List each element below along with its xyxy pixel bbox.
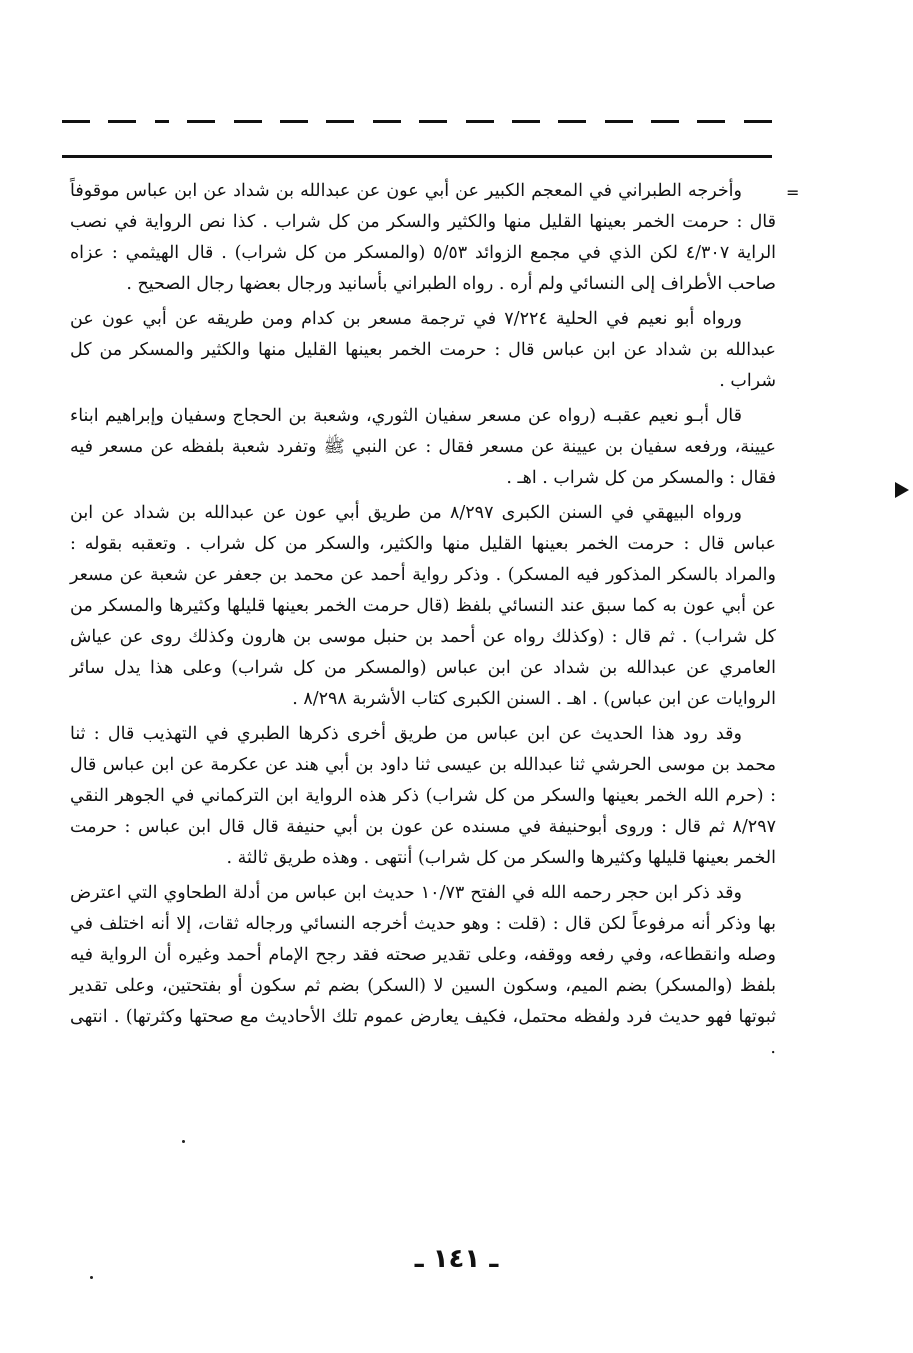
ornament-dash [744, 120, 772, 123]
header-ornament-dashed-line [62, 118, 772, 124]
ornament-dash [108, 120, 136, 123]
ornament-dash [558, 120, 586, 123]
ornament-dash [326, 120, 354, 123]
page-number: ـ ١٤١ ـ [414, 1244, 499, 1274]
ornament-dash [280, 120, 308, 123]
ornament-dash [419, 120, 447, 123]
scan-speck [90, 1276, 93, 1279]
paragraph-2: ورواه أبو نعيم في الحلية ٧/٢٢٤ في ترجمة مسعر بن كدام ومن طريقه عن أبي عون عن عبدالله بن شداد عن ابن عباس قال : حرمت الخمر بعينها القليل منها والكثير والمسكر من كل شراب . [70, 309, 776, 391]
ornament-dash [651, 120, 679, 123]
ornament-dash [466, 120, 494, 123]
ornament-dash [187, 120, 215, 123]
scan-speck [182, 1140, 185, 1143]
ornament-dash [62, 120, 90, 123]
ornament-dash [234, 120, 262, 123]
ornament-dash [697, 120, 725, 123]
margin-arrow-mark [895, 482, 909, 498]
footnote-separator-rule [62, 155, 772, 158]
ornament-dash [373, 120, 401, 123]
paragraph-4: ورواه البيهقي في السنن الكبرى ٨/٢٩٧ من طريق أبي عون عن عبدالله بن شداد عن ابن عباس قال : حرمت الخمر بعينها القليل منها والكثير، والسكر من كل شراب . وتعقبه بقوله : والمراد بالسكر المذكور فيه المسكر) . وذكر رواية أحمد عن محمد بن جعفر عن شعبة عن مسعر عن أبي عون به كما سبق عند النسائي بلفظ (قال حرمت الخمر بعينها قليلها وكثيرها والمسكر من كل شراب) . ثم قال : (وكذلك رواه عن أحمد بن حنبل موسى بن هارون وكذلك روى عن عياش العامري عن عبدالله بن شداد عن ابن عباس (والمسكر من كل شراب) وعلى هذا يدل سائر الروايات عن ابن عباس) . اهـ . السنن الكبرى كتاب الأشربة ٨/٢٩٨ . [70, 503, 776, 709]
paragraph-6: وقد ذكر ابن حجر رحمه الله في الفتح ١٠/٧٣ حديث ابن عباس من أدلة الطحاوي التي اعترض بها وذكر أنه مرفوعاً لكن قال : (قلت : وهو حديث أخرجه النسائي ورجاله ثقات، إلا أنه اختلف في وصله وانقطاعه، وفي رفعه ووقفه، وعلى تقدير صحته فقد رجح الإمام أحمد وغيره أن الرواية فيه بلفظ (والمسكر) بضم الميم، وسكون السين لا (السكر) بضم ثم سكون أو بفتحتين، وعلى تقدير ثبوتها فهو حديث فرد ولفظه محتمل، فكيف يعارض عموم تلك الأحاديث مع صحتها وكثرتها) . انتهى . [70, 883, 776, 1058]
ornament-dash [605, 120, 633, 123]
continuation-mark: = [786, 183, 800, 202]
ornament-dash [512, 120, 540, 123]
paragraph-3: قال أبـو نعيم عقبـه (رواه عن مسعر سفيان الثوري، وشعبة بن الحجاج وسفيان وإبراهيم ابناء عيينة، ورفعه سفيان بن عيينة عن مسعر فقال : عن النبي ﷺ وتفرد شعبة بلفظه عن مسعر فيه فقال : والمسكر من كل شراب . اهـ . [70, 406, 776, 488]
paragraph-1: وأخرجه الطبراني في المعجم الكبير عن أبي عون عن عبدالله بن شداد عن ابن عباس موقوفاً قال : حرمت الخمر بعينها القليل منها والكثير والسكر من كل شراب . كذا نص الرواية في نصب الراية ٤/٣٠٧ لكن الذي في مجمع الزوائد ٥/٥٣ (والمسكر من كل شراب) . قال الهيثمي : عزاه صاحب الأطراف إلى النسائي ولم أره . رواه الطبراني بأسانيد ورجال بعضها رجال الصحيح . [70, 181, 777, 294]
footnote-text [70, 176, 776, 1068]
ornament-dash [155, 120, 169, 123]
paragraph-5: وقد رود هذا الحديث عن ابن عباس من طريق أخرى ذكرها الطبري في التهذيب قال : ثنا محمد بن موسى الحرشي ثنا عبدالله بن عيسى ثنا داود بن أبي هند عن عكرمة عن ابن عباس قال : (حرم الله الخمر بعينها والسكر من كل شراب) ذكر هذه الرواية ابن التركماني في الجوهر النقي ٨/٢٩٧ ثم قال : وروى أبوحنيفة في مسنده عن عون بن أبي حنيفة قال قال ابن عباس : حرمت الخمر بعينها قليلها وكثيرها والسكر من كل شراب) أنتهى . وهذه طريق ثالثة . [70, 724, 776, 868]
